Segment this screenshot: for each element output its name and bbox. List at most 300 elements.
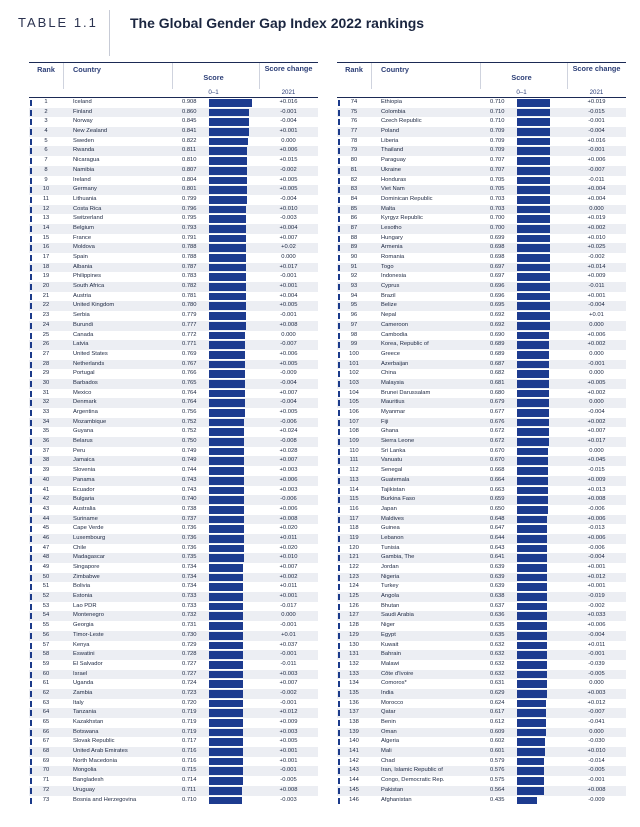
score-change-cell: +0.005	[279, 738, 298, 745]
table-row	[29, 515, 318, 525]
rank-cell: 48	[42, 554, 50, 561]
country-cell: Netherlands	[73, 360, 105, 367]
table-row	[29, 166, 318, 176]
score-bar-track	[209, 380, 256, 388]
score-bar-track	[517, 283, 564, 291]
score-change-cell: +0.010	[279, 205, 298, 212]
score-cell: 0.710	[490, 118, 505, 125]
score-change-cell: -0.019	[588, 593, 605, 600]
country-cell: Switzerland	[73, 215, 103, 222]
table-row	[29, 582, 318, 592]
score-bar	[209, 138, 248, 146]
country-cell: Singapore	[73, 564, 100, 570]
table-row	[337, 253, 626, 263]
rank-cell: 37	[42, 447, 50, 454]
score-bar	[517, 603, 547, 611]
score-change-cell: +0.005	[279, 176, 298, 183]
change-year-label: 2021	[281, 89, 296, 96]
country-cell: Norway	[73, 118, 93, 125]
country-cell: Sierra Leone	[381, 438, 415, 445]
table-row	[29, 553, 318, 563]
score-bar	[209, 700, 243, 708]
rank-cell: 123	[349, 573, 359, 580]
score-bar-track	[517, 777, 564, 785]
score-cell: 0.579	[490, 757, 505, 764]
table-row	[29, 776, 318, 786]
table-row	[29, 563, 318, 573]
score-change-cell: -0.001	[280, 312, 297, 319]
table-row	[29, 98, 318, 108]
score-bar	[517, 729, 546, 737]
score-bar-track	[517, 797, 564, 805]
score-cell: 0.735	[182, 554, 197, 561]
country-cell: Fiji	[381, 418, 389, 425]
country-cell: Portugal	[73, 370, 95, 377]
table-row	[337, 592, 626, 602]
rank-cell: 35	[42, 428, 50, 435]
score-bar-track	[517, 632, 564, 640]
score-change-cell: +0.025	[587, 244, 606, 251]
score-change-cell: -0.006	[280, 418, 297, 425]
country-cell: Czech Republic	[381, 118, 422, 125]
rank-column-header: Rank	[37, 65, 55, 74]
country-cell: Guinea	[381, 525, 400, 532]
table-row	[29, 301, 318, 311]
score-cell: 0.783	[182, 273, 197, 280]
country-cell: Argentina	[73, 409, 98, 415]
score-change-cell: +0.004	[587, 186, 606, 193]
score-bar	[517, 709, 546, 717]
rank-cell: 107	[349, 418, 359, 425]
rank-cell: 74	[350, 99, 358, 105]
score-bar	[209, 128, 249, 136]
rank-cell: 92	[350, 273, 358, 280]
score-bar	[517, 99, 550, 107]
score-bar	[517, 157, 550, 165]
country-cell: Sweden	[73, 137, 94, 144]
country-cell: Congo, Democratic Rep.	[381, 777, 445, 784]
rank-cell: 51	[42, 583, 50, 590]
score-change-cell: -0.003	[280, 796, 297, 803]
table-row	[337, 660, 626, 670]
country-cell: Italy	[73, 699, 84, 706]
score-bar-track	[517, 409, 564, 417]
score-change-cell: +0.001	[279, 283, 298, 290]
score-cell: 0.659	[490, 496, 505, 503]
score-bar-track	[209, 409, 256, 417]
score-cell: 0.810	[182, 157, 197, 164]
country-column-header: Country	[73, 65, 101, 74]
score-cell: 0.636	[490, 612, 505, 619]
score-bar	[517, 787, 544, 795]
country-cell: Lesotho	[381, 224, 402, 231]
score-bar	[209, 109, 249, 117]
score-bar	[517, 680, 547, 688]
country-cell: Romania	[381, 254, 405, 260]
country-cell: Tunisia	[381, 544, 400, 551]
rank-cell: 103	[349, 379, 359, 386]
score-change-cell: +0.012	[587, 573, 606, 580]
rank-cell: 10	[42, 186, 50, 193]
score-bar	[517, 206, 550, 214]
rank-cell: 59	[42, 660, 50, 667]
table-row	[337, 282, 626, 292]
score-cell: 0.781	[182, 292, 197, 299]
score-bar-track	[209, 554, 256, 562]
rank-cell: 65	[42, 719, 50, 725]
score-cell: 0.564	[490, 786, 505, 793]
score-bar	[209, 351, 245, 359]
table-row	[337, 301, 626, 311]
country-cell: Malaysia	[381, 379, 404, 386]
score-cell: 0.772	[182, 331, 197, 338]
score-bar	[209, 574, 243, 582]
score-change-cell: -0.004	[588, 302, 605, 309]
rank-cell: 66	[42, 728, 50, 735]
score-cell: 0.647	[490, 525, 505, 532]
rank-cell: 45	[42, 525, 50, 532]
country-cell: United Kingdom	[73, 302, 115, 309]
table-row	[29, 331, 318, 341]
score-change-cell: +0.010	[279, 554, 298, 561]
score-bar	[517, 399, 549, 407]
table-row	[29, 447, 318, 457]
score-bar-track	[209, 690, 256, 698]
table-row	[337, 437, 626, 447]
score-bar	[209, 409, 245, 417]
rank-cell: 12	[42, 205, 50, 212]
country-cell: Bolivia	[73, 583, 91, 590]
country-cell: Bosnia and Herzegovina	[73, 796, 137, 803]
country-cell: Cape Verde	[73, 525, 104, 532]
score-bar	[209, 332, 245, 340]
score-change-cell: -0.004	[280, 379, 297, 386]
score-bar-track	[517, 186, 564, 194]
table-row	[29, 456, 318, 466]
score-change-cell: +0.01	[281, 631, 296, 638]
score-cell: 0.779	[182, 312, 197, 319]
rank-cell: 62	[42, 689, 50, 696]
score-bar-track	[209, 496, 256, 504]
score-cell: 0.769	[182, 350, 197, 357]
score-change-cell: +0.011	[587, 641, 606, 648]
score-bar-track	[209, 118, 256, 126]
country-cell: Mauritius	[381, 399, 405, 406]
score-change-cell: 0.000	[281, 612, 296, 619]
score-change-cell: +0.006	[587, 157, 606, 164]
rank-cell: 84	[350, 195, 358, 202]
score-bar	[517, 409, 549, 417]
score-cell: 0.637	[490, 602, 505, 609]
rank-cell: 97	[350, 321, 358, 328]
score-change-cell: +0.037	[279, 641, 298, 648]
score-cell: 0.670	[490, 447, 505, 454]
score-change-cell: +0.005	[279, 302, 298, 309]
score-change-cell: +0.006	[587, 534, 606, 541]
rank-cell: 114	[349, 486, 359, 493]
score-change-cell: +0.012	[279, 709, 298, 716]
table-row	[337, 553, 626, 563]
table-row	[337, 515, 626, 525]
score-bar-track	[517, 128, 564, 136]
left-table-panel	[29, 62, 318, 805]
country-cell: Oman	[381, 728, 397, 735]
country-cell: Brunei Darussalam	[381, 389, 431, 396]
score-change-cell: 0.000	[589, 321, 604, 328]
rank-cell: 49	[42, 564, 50, 570]
score-bar	[517, 583, 547, 591]
score-change-cell: +0.007	[587, 428, 606, 435]
rank-cell: 17	[42, 254, 50, 260]
table-row	[29, 185, 318, 195]
table-row	[337, 708, 626, 718]
score-change-cell: +0.006	[279, 476, 298, 483]
score-bar	[517, 254, 550, 262]
table-row	[337, 476, 626, 486]
table-row	[337, 699, 626, 709]
score-bar	[517, 138, 550, 146]
table-row	[337, 311, 626, 321]
country-cell: Namibia	[73, 166, 95, 173]
table-row	[337, 98, 626, 108]
score-bar	[517, 457, 548, 465]
country-cell: Mali	[381, 748, 392, 755]
score-bar	[517, 477, 548, 485]
score-cell: 0.736	[182, 525, 197, 532]
rank-cell: 94	[350, 292, 358, 299]
score-bar	[209, 651, 243, 659]
score-bar-track	[517, 787, 564, 795]
country-cell: Costa Rica	[73, 205, 102, 212]
score-bar-track	[517, 302, 564, 310]
rank-cell: 91	[350, 263, 358, 270]
rank-cell: 31	[42, 389, 50, 396]
score-bar	[209, 467, 244, 475]
score-cell: 0.682	[490, 370, 505, 377]
score-bar	[517, 545, 547, 553]
score-cell: 0.729	[182, 641, 197, 648]
score-bar-track	[517, 506, 564, 514]
rank-cell: 16	[42, 244, 50, 251]
table-row	[337, 776, 626, 786]
table-row	[337, 127, 626, 137]
country-cell: Belarus	[73, 438, 93, 445]
score-change-cell: -0.005	[280, 777, 297, 784]
score-change-cell: +0.003	[279, 467, 298, 474]
score-cell: 0.697	[490, 263, 505, 270]
table-row	[29, 747, 318, 757]
rank-cell: 58	[42, 651, 50, 658]
score-cell: 0.695	[490, 302, 505, 309]
score-change-cell: -0.005	[588, 670, 605, 677]
score-bar	[517, 506, 548, 514]
score-cell: 0.723	[182, 689, 197, 696]
score-cell: 0.734	[182, 564, 197, 570]
score-cell: 0.719	[182, 709, 197, 716]
score-bar-track	[209, 399, 256, 407]
score-cell: 0.601	[490, 748, 505, 755]
score-cell: 0.692	[490, 312, 505, 319]
score-bar	[209, 341, 245, 349]
country-cell: Israel	[73, 670, 88, 677]
country-cell: Kazakhstan	[73, 719, 104, 725]
table-row	[337, 689, 626, 699]
country-cell: Japan	[381, 505, 397, 512]
table-row	[337, 360, 626, 370]
rank-cell: 81	[350, 166, 358, 173]
score-cell: 0.709	[490, 147, 505, 154]
score-cell: 0.788	[182, 254, 197, 260]
score-change-cell: +0.002	[587, 418, 606, 425]
score-bar-track	[517, 109, 564, 117]
score-bar	[517, 332, 549, 340]
score-bar-track	[517, 535, 564, 543]
score-bar	[517, 351, 549, 359]
rank-cell: 132	[349, 660, 359, 667]
score-change-cell: +0.005	[279, 409, 298, 415]
country-cell: Mexico	[73, 389, 92, 396]
table-row	[29, 117, 318, 127]
rank-cell: 88	[350, 234, 358, 241]
rank-cell: 122	[349, 564, 359, 570]
country-cell: Jamaica	[73, 457, 95, 464]
score-bar-track	[209, 341, 256, 349]
score-change-cell: +0.019	[587, 215, 606, 222]
score-change-cell: +0.007	[279, 680, 298, 687]
score-bar	[209, 215, 246, 223]
table-row	[29, 282, 318, 292]
score-change-cell: +0.006	[587, 331, 606, 338]
rank-cell: 86	[350, 215, 358, 222]
country-cell: Afghanistan	[381, 796, 412, 803]
score-cell: 0.680	[490, 389, 505, 396]
score-bar-track	[209, 738, 256, 746]
score-range-label: 0–1	[208, 89, 219, 96]
score-cell: 0.734	[182, 583, 197, 590]
score-change-cell: +0.045	[587, 457, 606, 464]
score-bar-track	[517, 177, 564, 185]
score-cell: 0.435	[490, 796, 505, 803]
score-change-cell: -0.015	[588, 467, 605, 474]
country-cell: Mongolia	[73, 767, 97, 774]
country-cell: Zimbabwe	[73, 573, 100, 580]
score-change-cell: -0.001	[588, 777, 605, 784]
score-bar-track	[209, 109, 256, 117]
country-cell: Ukraine	[381, 166, 401, 173]
score-change-cell: +0.024	[279, 428, 298, 435]
table-row	[29, 340, 318, 350]
score-bar-track	[517, 361, 564, 369]
table-row	[337, 146, 626, 156]
score-bar	[209, 361, 245, 369]
rank-cell: 64	[42, 709, 50, 716]
score-bar-track	[209, 719, 256, 727]
score-bar-track	[517, 622, 564, 630]
table-row	[337, 418, 626, 428]
score-bar	[209, 244, 246, 252]
table-row	[29, 592, 318, 602]
score-change-cell: -0.030	[588, 738, 605, 745]
score-change-cell: +0.007	[279, 389, 298, 396]
score-cell: 0.639	[490, 583, 505, 590]
score-change-cell: -0.006	[588, 544, 605, 551]
table-row	[29, 495, 318, 505]
score-cell: 0.576	[490, 767, 505, 774]
score-cell: 0.727	[182, 670, 197, 677]
rank-cell: 29	[42, 370, 50, 377]
score-bar	[209, 612, 243, 620]
score-cell: 0.668	[490, 467, 505, 474]
score-change-cell: +0.003	[279, 728, 298, 735]
score-change-cell: +0.007	[279, 564, 298, 570]
table-row	[337, 611, 626, 621]
rank-cell: 71	[42, 777, 50, 784]
rank-cell: 78	[350, 137, 358, 144]
table-row	[337, 340, 626, 350]
left-table-rows	[29, 98, 318, 805]
score-bar	[209, 147, 247, 155]
table-row	[337, 185, 626, 195]
table-row	[337, 456, 626, 466]
score-cell: 0.720	[182, 699, 197, 706]
score-bar-track	[209, 264, 256, 272]
rank-cell: 53	[42, 602, 50, 609]
score-bar	[209, 399, 245, 407]
score-bar	[209, 157, 247, 165]
score-bar	[517, 748, 545, 756]
score-cell: 0.716	[182, 757, 197, 764]
score-bar	[517, 361, 549, 369]
score-bar-track	[517, 467, 564, 475]
table-row	[337, 747, 626, 757]
table-row	[337, 272, 626, 282]
score-cell: 0.732	[182, 612, 197, 619]
rank-cell: 118	[349, 525, 359, 532]
score-bar	[209, 690, 243, 698]
table-row	[337, 524, 626, 534]
table-row	[337, 427, 626, 437]
score-change-cell: +0.02	[281, 244, 296, 251]
score-change-cell: 0.000	[589, 399, 604, 406]
score-bar	[209, 729, 243, 737]
score-cell: 0.703	[490, 195, 505, 202]
score-cell: 0.696	[490, 292, 505, 299]
country-cell: Serbia	[73, 312, 90, 319]
score-cell: 0.734	[182, 573, 197, 580]
score-change-cell: 0.000	[589, 728, 604, 735]
score-cell: 0.624	[490, 699, 505, 706]
rank-cell: 139	[349, 728, 359, 735]
score-bar	[209, 457, 244, 465]
rank-cell: 13	[42, 215, 50, 222]
country-cell: United States	[73, 350, 108, 357]
score-bar	[517, 719, 546, 727]
score-cell: 0.733	[182, 602, 197, 609]
rank-cell: 80	[350, 157, 358, 164]
rank-cell: 69	[42, 757, 50, 764]
score-bar-track	[209, 177, 256, 185]
table-row	[29, 137, 318, 147]
table-row	[29, 534, 318, 544]
country-cell: Albania	[73, 263, 93, 270]
rank-cell: 60	[42, 670, 50, 677]
score-bar-track	[209, 390, 256, 398]
country-cell: Nigeria	[381, 573, 400, 580]
score-bar-track	[517, 254, 564, 262]
score-change-cell: -0.004	[280, 118, 297, 125]
rank-cell: 128	[349, 622, 359, 629]
column-divider	[63, 63, 64, 89]
